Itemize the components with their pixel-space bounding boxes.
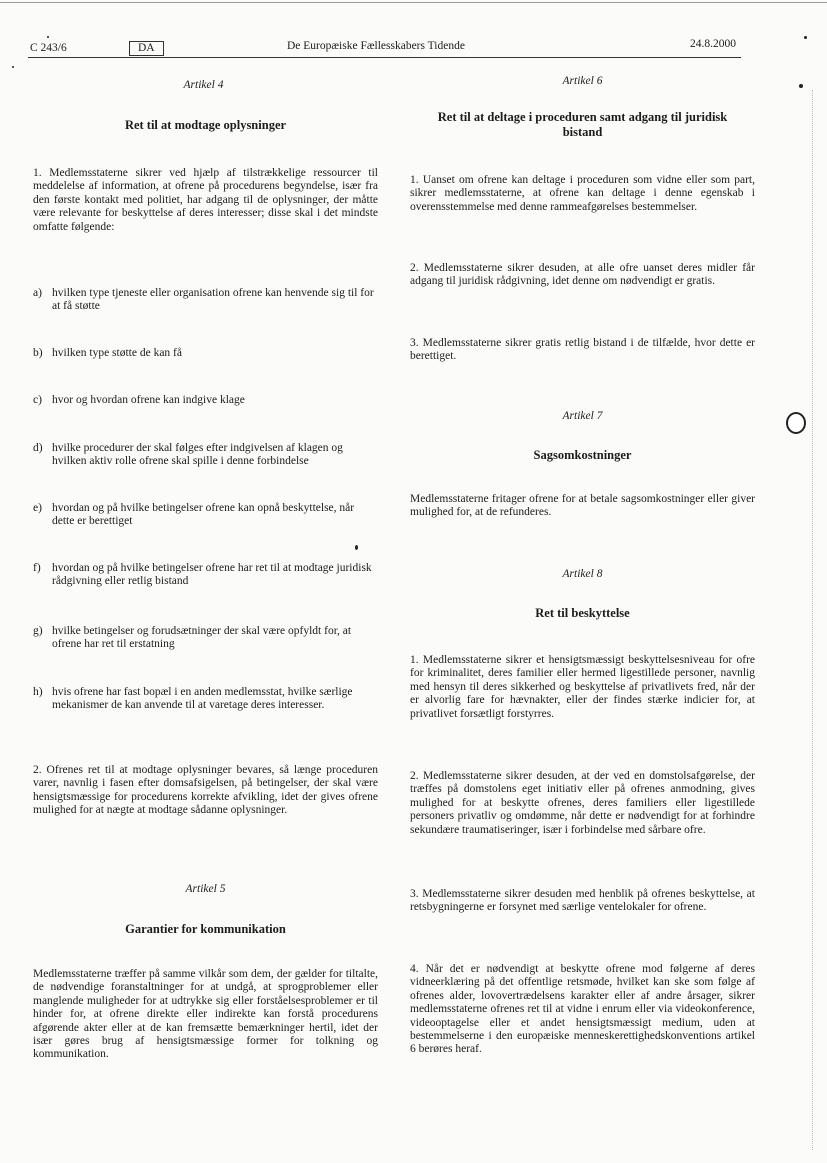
list-item: [33, 502, 378, 532]
article-8-paragraph-4: 4. Når det er nødvendigt at beskytte ofrene mod følgerne af deres vidneerklæring på det offentlige retsmøde, hvilket kan ske som følge af ofrenes alder, lovovertrædelsens karakter eller af andre årsager, sikrer medlemsstaterne ofrenes ret til at vidne i enrum eller via videokonference, videooptagelse eller et andet hensigtsmæssigt medium, uden at bestemmelserne i den europæiske menneskerettighedskonventions artikel 6 berøres heraf.: [410, 963, 755, 1056]
article-7-title: Sagsomkostninger: [533, 448, 632, 462]
list-item-label: g): [33, 625, 43, 637]
list-item: [33, 625, 378, 655]
article-4-label: Artikel 4: [183, 79, 224, 91]
list-item-label: e): [33, 502, 42, 514]
article-7-label: Artikel 7: [562, 410, 603, 422]
list-item: [33, 562, 378, 592]
article-6-paragraph-1: 1. Uanset om ofrene kan deltage i proceduren som vidne eller som part, sikrer medlemsstaterne, at ofrene kan deltage i denne egenskab i overensstemmelse med denne rammeafgørelses bestemmelser.: [410, 174, 755, 213]
left-column: [33, 0, 378, 1163]
article-8-paragraph-2: 2. Medlemsstaterne sikrer desuden, at der ved en domstolsafgørelse, der træffes på domstolens eget initiativ eller på ofrenes anmodning, gives mulighed for at beskytte ofrenes, deres familiers eller ligestillede personers privatliv og omdømme, når dette er nødvendigt for at forhindre sekundære traumatiseringer, især i forbindelse med sårbare ofre.: [410, 770, 755, 836]
list-item-text: hvilke betingelser og forudsætninger der skal være opfyldt for, at ofrene har ret til erstatning: [52, 625, 352, 651]
article-5-paragraph-1: Medlemsstaterne træffer på samme vilkår som dem, der gælder for tiltalte, de nødvendige foranstaltninger for at undgå, at sprogproblemer eller manglende muligheder for at udtrykke sig eller forståelsesproblemer er til hinder for, at ofrene direkte eller indirekte kan forstå procedurens afgørende akter eller at de kan fremsætte bemærkninger hertil, idet der især gøres brug af hensigtsmæssige former for tolkning og kommunikation.: [33, 968, 378, 1061]
article-7-paragraph-1: Medlemsstaterne fritager ofrene for at betale sagsomkostninger eller giver mulighed for, at de refunderes.: [410, 493, 755, 519]
list-item-text: hvis ofrene har fast bopæl i en anden medlemsstat, hvilke særlige mekanismer de kan anvende til at varetage deres interesser.: [52, 686, 353, 712]
article-4-title: Ret til at modtage oplysninger: [124, 118, 287, 132]
scan-speck: [804, 36, 807, 39]
article-6-title: Ret til at deltage i proceduren samt adgang til juridisk bistand: [437, 110, 728, 139]
journal-title: De Europæiske Fællesskabers Tidende: [287, 40, 465, 52]
scan-speck: [355, 545, 358, 550]
article-5-title: Garantier for kommunikation: [125, 922, 286, 936]
article-4-paragraph-1: 1. Medlemsstaterne sikrer ved hjælp af tilstrækkelige ressourcer til meddelelse af information, at ofrene på procedurens begyndelse, især fra den første kontakt med politiet, har adgang til de oplysninger, der måtte være relevante for beskyttelse af deres interesser; disse skal i det mindste omfatte følgende:: [33, 167, 378, 233]
language-label: DA: [138, 42, 155, 54]
list-item-label: c): [33, 394, 42, 406]
list-item-text: hvilken type tjeneste eller organisation ofrene kan henvende sig til for at få støtte: [52, 287, 374, 313]
article-8-title: Ret til beskyttelse: [535, 606, 630, 620]
issue-date: 24.8.2000: [690, 38, 736, 50]
article-8-paragraph-3: 3. Medlemsstaterne sikrer desuden med henblik på ofrenes beskyttelse, at retsbygningerne er forsynet med særlige ventelokaler for ofrene.: [410, 888, 755, 914]
list-item-text: hvordan og på hvilke betingelser ofrene kan opnå beskyttelse, når dette er berettiget: [52, 502, 355, 528]
scan-speck: [12, 66, 14, 68]
list-item-text: hvilken type støtte de kan få: [52, 347, 182, 359]
list-item: [33, 287, 378, 317]
list-item-text: hvilke procedurer der skal følges efter indgivelsen af klagen og hvilken aktiv rolle ofrene skal spille i denne forbindelse: [52, 442, 343, 468]
page-reference: C 243/6: [30, 42, 67, 54]
article-6-paragraph-2: 2. Medlemsstaterne sikrer desuden, at alle ofre uanset deres midler får adgang til juridisk rådgivning, idet denne om nødvendigt er gratis.: [410, 262, 755, 288]
list-item-label: a): [33, 287, 42, 299]
list-item-text: hvor og hvordan ofrene kan indgive klage: [52, 394, 245, 406]
punch-hole-icon: [786, 412, 806, 434]
scan-margin-line: [812, 90, 813, 1150]
list-item: [33, 442, 378, 472]
list-item-label: f): [33, 562, 41, 574]
list-item-label: b): [33, 347, 43, 359]
article-6-paragraph-3: 3. Medlemsstaterne sikrer gratis retlig bistand i de tilfælde, hvor dette er berettiget.: [410, 337, 755, 363]
article-8-paragraph-1: 1. Medlemsstaterne sikrer et hensigtsmæssigt beskyttelsesniveau for ofre for kriminalitet, deres familier eller hermed ligestillede personer, navnlig med hensyn til deres sikkerhed og beskyttelse af privatlivets fred, når der er alvorlig fare for hævnakter, eller der findes stærke indicier for, at privatlivet forsætligt forstyrres.: [410, 654, 755, 720]
scan-speck: [799, 84, 803, 88]
list-item: [33, 347, 378, 363]
list-item-text: hvordan og på hvilke betingelser ofrene har ret til at modtage juridisk rådgivning eller retlig bistand: [52, 562, 372, 588]
article-8-label: Artikel 8: [562, 568, 603, 580]
right-column: [410, 0, 755, 1163]
list-item: [33, 394, 378, 410]
list-item: [33, 686, 378, 730]
list-item-label: h): [33, 686, 43, 698]
article-5-label: Artikel 5: [185, 883, 226, 895]
article-6-label: Artikel 6: [562, 75, 603, 87]
article-4-paragraph-2: 2. Ofrenes ret til at modtage oplysninger bevares, så længe proceduren varer, navnlig i fasen efter domsafsigelsen, på betingelser, der skal være hensigtsmæssige for procedurens korrekte afvikling, idet der gives ofrene mulighed for at nægte at modtage sådanne oplysninger.: [33, 764, 378, 817]
list-item-label: d): [33, 442, 43, 454]
scan-speck: [47, 36, 49, 38]
